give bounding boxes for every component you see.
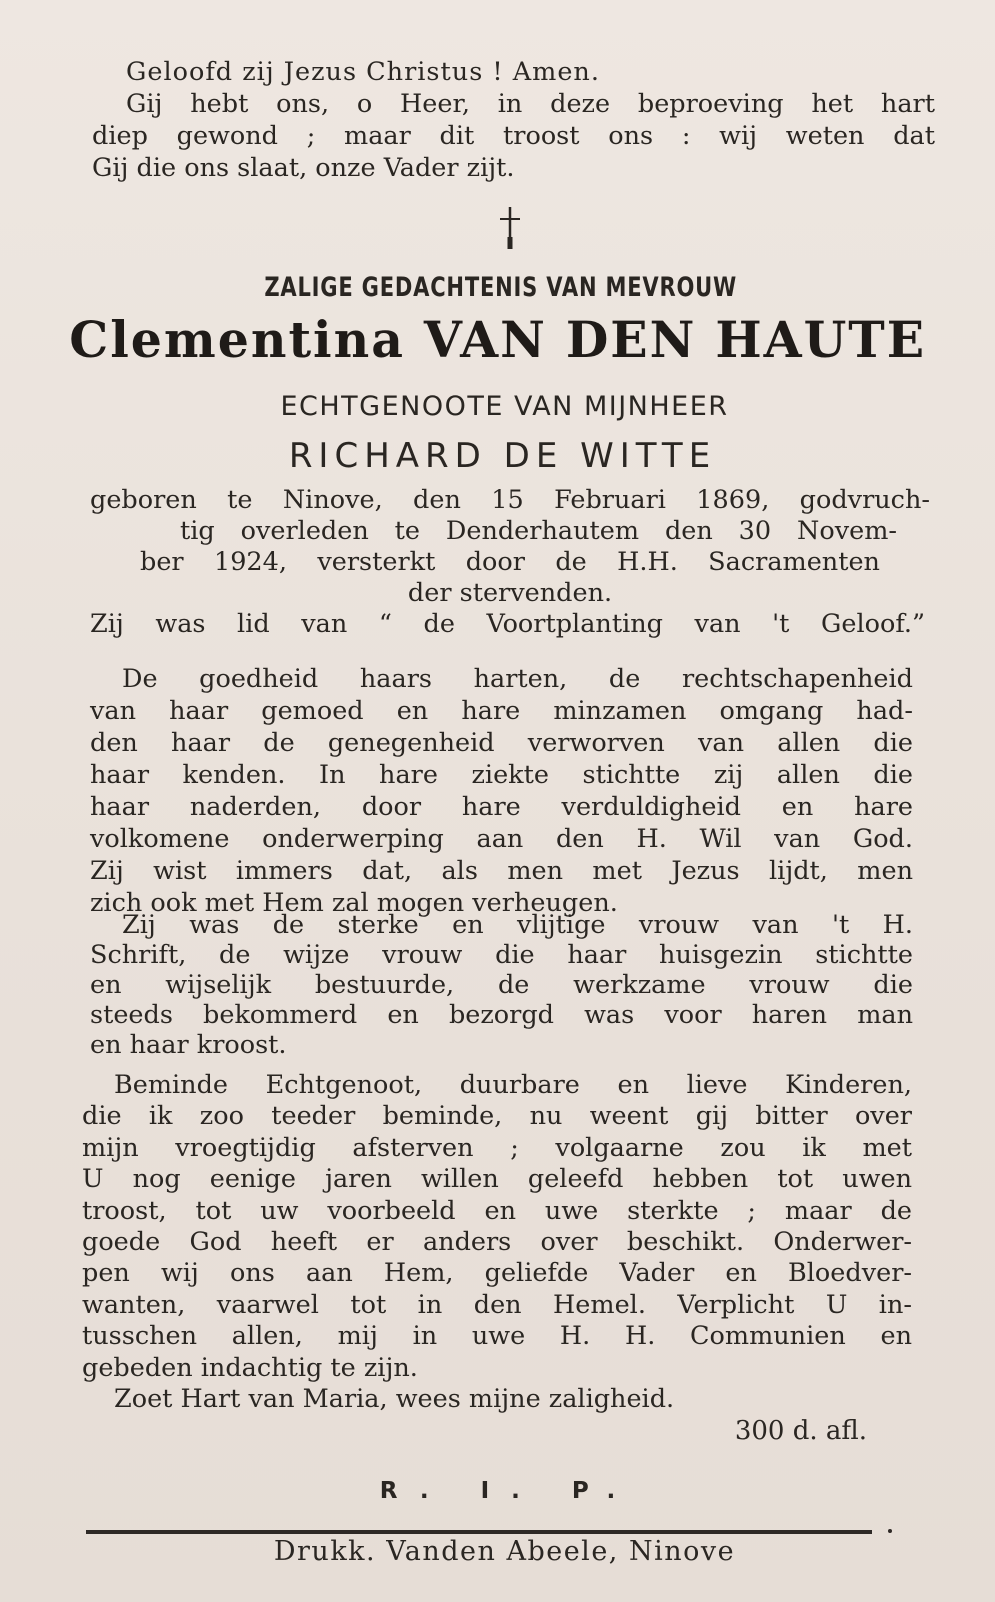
paragraph-line: Zij was de sterke en vlijtige vrouw van 't H.: [122, 910, 913, 940]
spouse-name: RICHARD DE WITTE: [288, 436, 717, 476]
paragraph-line: goede God heeft er anders over beschikt. Onderwer-: [82, 1227, 912, 1258]
birth-death-details: [90, 485, 930, 640]
details-line: tig overleden te Denderhautem den 30 Novem-: [180, 516, 897, 546]
spouse-title: ECHTGENOOTE VAN MIJNHEER: [280, 391, 729, 422]
paragraph-virtues: [90, 663, 913, 919]
paragraph-scripture: [90, 910, 913, 1060]
paragraph-line: wanten, vaarwel tot in den Hemel. Verplicht U in-: [82, 1289, 912, 1320]
paragraph-line: Zoet Hart van Maria, wees mijne zaligheid.: [114, 1384, 675, 1415]
details-line: Zij was lid van “ de Voortplanting van 't Geloof.”: [90, 609, 925, 639]
paragraph-line: den haar de genegenheid verworven van allen die: [90, 728, 913, 758]
paragraph-line: van haar gemoed en hare minzamen omgang had-: [90, 696, 913, 726]
paragraph-line: en wijselijk bestuurde, de werkzame vrouw die: [90, 970, 913, 1000]
paragraph-line: gebeden indachtig te zijn.: [82, 1352, 418, 1383]
cross-icon: [490, 203, 530, 253]
paragraph-line: tusschen allen, mij in uwe H. H. Communien en: [82, 1321, 912, 1352]
paragraph-line: troost, tot uw voorbeeld en uwe sterkte ; maar de: [82, 1195, 912, 1226]
paragraph-line: steeds bekommerd en bezorgd was voor haren man: [90, 1000, 913, 1030]
details-line: ber 1924, versterkt door de H.H. Sacramenten: [140, 547, 880, 577]
details-line: der stervenden.: [407, 578, 613, 608]
paragraph-line: U nog eenige jaren willen geleefd hebben tot uwen: [82, 1164, 912, 1195]
paragraph-line: en haar kroost.: [90, 1030, 287, 1060]
paragraph-line: Schrift, de wijze vrouw die haar huisgezin stichtte: [90, 940, 913, 970]
rip-text: R. I. P.: [379, 1478, 638, 1504]
paragraph-line: haar kenden. In hare ziekte stichtte zij allen die: [90, 760, 913, 790]
divider-dot: [888, 1529, 892, 1533]
memorial-heading: ZALIGE GEDACHTENIS VAN MEVROUW: [264, 272, 738, 303]
deceased-name: Clementina VAN DEN HAUTE: [69, 310, 927, 369]
divider-rule: [86, 1530, 872, 1534]
paragraph-farewell: [82, 1070, 912, 1415]
paragraph-line: De goedheid haars harten, de rechtschapenheid: [122, 664, 913, 694]
paragraph-line: zich ook met Hem zal mogen verheugen.: [90, 888, 618, 918]
opening-line: Gij die ons slaat, onze Vader zijt.: [92, 153, 515, 183]
paragraph-line: volkomene onderwerping aan den H. Wil van God.: [90, 824, 913, 854]
opening-prayer: [92, 56, 935, 184]
paragraph-line: die ik zoo teeder beminde, nu weent gij bitter over: [82, 1101, 912, 1132]
opening-line: diep gewond ; maar dit troost ons : wij weten dat: [92, 121, 935, 151]
paragraph-line: Beminde Echtgenoot, duurbare en lieve Kinderen,: [114, 1070, 912, 1100]
printer-credit: Drukk. Vanden Abeele, Ninove: [273, 1536, 736, 1567]
indulgence-note: 300 d. afl.: [734, 1416, 867, 1446]
paragraph-line: haar naderden, door hare verduldigheid en hare: [90, 792, 913, 822]
paragraph-line: Zij wist immers dat, als men met Jezus lijdt, men: [90, 856, 913, 886]
opening-line: Gij hebt ons, o Heer, in deze beproeving het hart: [126, 89, 935, 119]
opening-line: Geloofd zij Jezus Christus ! Amen.: [126, 57, 600, 87]
details-line: geboren te Ninove, den 15 Februari 1869, godvruch-: [90, 485, 930, 515]
paragraph-line: pen wij ons aan Hem, geliefde Vader en Bloedver-: [82, 1258, 912, 1289]
paragraph-line: mijn vroegtijdig afsterven ; volgaarne zou ik met: [82, 1132, 912, 1163]
